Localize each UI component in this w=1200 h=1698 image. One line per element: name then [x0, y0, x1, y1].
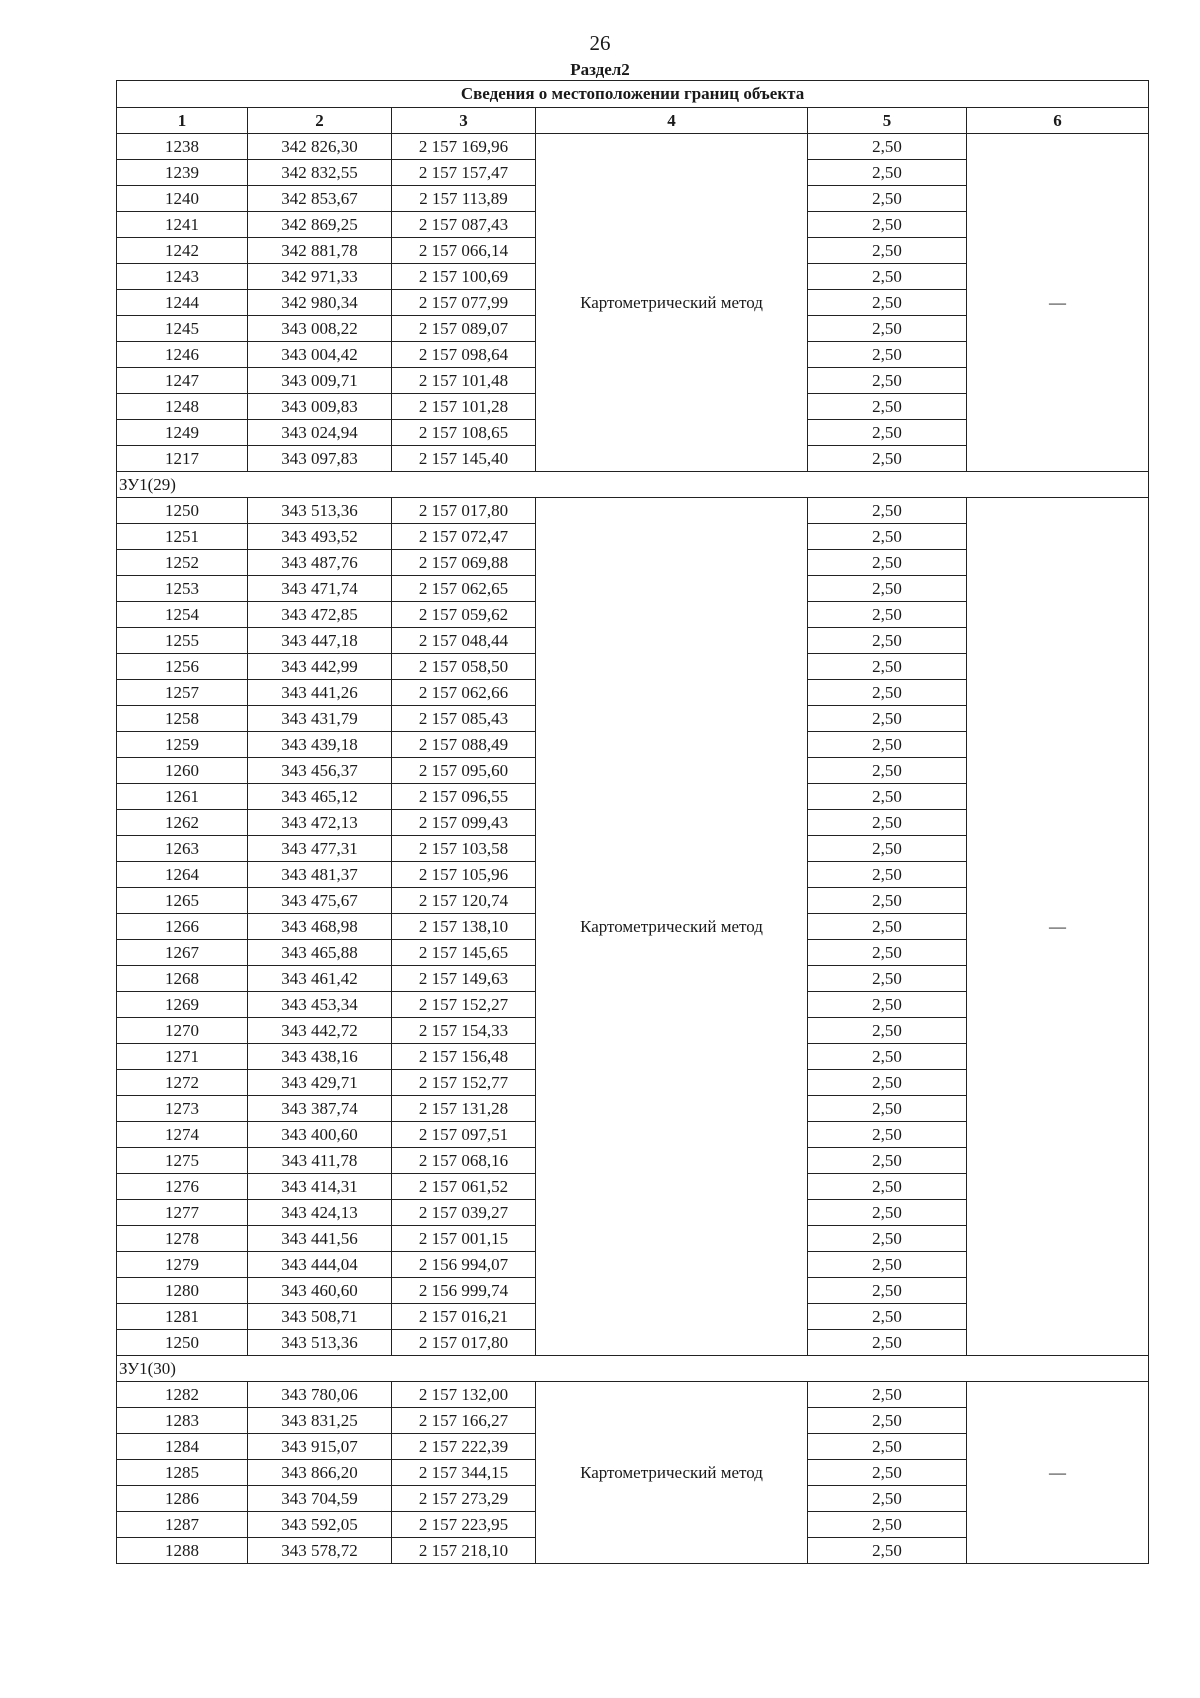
point-number: 1255 [117, 628, 248, 654]
accuracy-value: 2,50 [808, 420, 967, 446]
coordinate-x: 343 508,71 [248, 1304, 392, 1330]
accuracy-value: 2,50 [808, 862, 967, 888]
accuracy-value: 2,50 [808, 1018, 967, 1044]
point-number: 1265 [117, 888, 248, 914]
point-number: 1239 [117, 160, 248, 186]
accuracy-value: 2,50 [808, 316, 967, 342]
coordinate-x: 343 704,59 [248, 1486, 392, 1512]
point-number: 1241 [117, 212, 248, 238]
coordinate-y: 2 157 066,14 [392, 238, 536, 264]
coordinate-y: 2 157 105,96 [392, 862, 536, 888]
point-number: 1250 [117, 498, 248, 524]
coordinate-y: 2 157 152,77 [392, 1070, 536, 1096]
coordinate-y: 2 157 095,60 [392, 758, 536, 784]
coordinate-y: 2 156 999,74 [392, 1278, 536, 1304]
note-cell: — [967, 1382, 1149, 1564]
coordinate-x: 342 853,67 [248, 186, 392, 212]
coordinate-x: 343 009,71 [248, 368, 392, 394]
accuracy-value: 2,50 [808, 966, 967, 992]
plot-label: ЗУ1(30) [117, 1356, 1149, 1382]
accuracy-value: 2,50 [808, 1460, 967, 1486]
coordinate-x: 343 475,67 [248, 888, 392, 914]
point-number: 1263 [117, 836, 248, 862]
accuracy-value: 2,50 [808, 1538, 967, 1564]
point-number: 1251 [117, 524, 248, 550]
coordinate-y: 2 157 223,95 [392, 1512, 536, 1538]
accuracy-value: 2,50 [808, 264, 967, 290]
point-number: 1288 [117, 1538, 248, 1564]
point-number: 1253 [117, 576, 248, 602]
coordinate-x: 343 866,20 [248, 1460, 392, 1486]
coordinate-x: 342 881,78 [248, 238, 392, 264]
column-number: 1 [117, 108, 248, 134]
point-number: 1267 [117, 940, 248, 966]
point-number: 1260 [117, 758, 248, 784]
table-row [117, 498, 1149, 524]
point-number: 1257 [117, 680, 248, 706]
point-number: 1259 [117, 732, 248, 758]
coordinate-x: 343 481,37 [248, 862, 392, 888]
accuracy-value: 2,50 [808, 1096, 967, 1122]
point-number: 1275 [117, 1148, 248, 1174]
coordinate-y: 2 157 218,10 [392, 1538, 536, 1564]
accuracy-value: 2,50 [808, 888, 967, 914]
point-number: 1268 [117, 966, 248, 992]
coordinate-x: 343 471,74 [248, 576, 392, 602]
accuracy-value: 2,50 [808, 446, 967, 472]
point-number: 1284 [117, 1434, 248, 1460]
coordinate-y: 2 157 103,58 [392, 836, 536, 862]
coordinate-x: 343 411,78 [248, 1148, 392, 1174]
column-number: 2 [248, 108, 392, 134]
note-cell: — [967, 498, 1149, 1356]
coordinate-y: 2 157 017,80 [392, 498, 536, 524]
accuracy-value: 2,50 [808, 992, 967, 1018]
accuracy-value: 2,50 [808, 342, 967, 368]
coordinate-y: 2 157 113,89 [392, 186, 536, 212]
accuracy-value: 2,50 [808, 1122, 967, 1148]
point-number: 1274 [117, 1122, 248, 1148]
coordinate-x: 343 456,37 [248, 758, 392, 784]
coordinate-y: 2 157 088,49 [392, 732, 536, 758]
coordinate-y: 2 157 156,48 [392, 1044, 536, 1070]
coordinate-x: 343 465,12 [248, 784, 392, 810]
point-number: 1287 [117, 1512, 248, 1538]
plot-header-row [117, 472, 1149, 498]
accuracy-value: 2,50 [808, 290, 967, 316]
point-number: 1254 [117, 602, 248, 628]
coordinate-y: 2 157 077,99 [392, 290, 536, 316]
coordinate-y: 2 157 098,64 [392, 342, 536, 368]
coordinate-y: 2 157 062,66 [392, 680, 536, 706]
point-number: 1249 [117, 420, 248, 446]
coordinate-y: 2 157 048,44 [392, 628, 536, 654]
coordinate-x: 343 578,72 [248, 1538, 392, 1564]
accuracy-value: 2,50 [808, 368, 967, 394]
accuracy-value: 2,50 [808, 1226, 967, 1252]
coordinate-x: 342 869,25 [248, 212, 392, 238]
coordinate-x: 343 004,42 [248, 342, 392, 368]
point-number: 1262 [117, 810, 248, 836]
plot-label: ЗУ1(29) [117, 472, 1149, 498]
coordinate-x: 343 024,94 [248, 420, 392, 446]
coordinate-x: 343 441,56 [248, 1226, 392, 1252]
accuracy-value: 2,50 [808, 1044, 967, 1070]
column-number: 6 [967, 108, 1149, 134]
coordinate-y: 2 157 099,43 [392, 810, 536, 836]
point-number: 1281 [117, 1304, 248, 1330]
accuracy-value: 2,50 [808, 186, 967, 212]
coordinate-x: 343 468,98 [248, 914, 392, 940]
accuracy-value: 2,50 [808, 394, 967, 420]
point-number: 1270 [117, 1018, 248, 1044]
coordinate-x: 343 513,36 [248, 498, 392, 524]
accuracy-value: 2,50 [808, 160, 967, 186]
coordinate-x: 343 424,13 [248, 1200, 392, 1226]
coordinate-y: 2 157 152,27 [392, 992, 536, 1018]
accuracy-value: 2,50 [808, 1382, 967, 1408]
page-number: 26 [589, 31, 611, 55]
coordinate-x: 343 472,85 [248, 602, 392, 628]
coordinate-y: 2 157 085,43 [392, 706, 536, 732]
table-title: Сведения о местоположении границ объекта [117, 81, 1149, 108]
coordinate-y: 2 157 132,00 [392, 1382, 536, 1408]
coordinate-x: 343 831,25 [248, 1408, 392, 1434]
column-number: 4 [536, 108, 808, 134]
coordinate-y: 2 157 062,65 [392, 576, 536, 602]
coordinate-y: 2 157 061,52 [392, 1174, 536, 1200]
accuracy-value: 2,50 [808, 784, 967, 810]
coordinate-y: 2 157 058,50 [392, 654, 536, 680]
coordinate-y: 2 157 120,74 [392, 888, 536, 914]
coordinate-x: 343 097,83 [248, 446, 392, 472]
point-number: 1272 [117, 1070, 248, 1096]
method-cell: Картометрический метод [536, 134, 808, 472]
coordinate-x: 342 980,34 [248, 290, 392, 316]
coordinate-y: 2 157 097,51 [392, 1122, 536, 1148]
coordinate-y: 2 157 072,47 [392, 524, 536, 550]
accuracy-value: 2,50 [808, 1304, 967, 1330]
point-number: 1252 [117, 550, 248, 576]
method-cell: Картометрический метод [536, 498, 808, 1356]
accuracy-value: 2,50 [808, 914, 967, 940]
coordinate-y: 2 157 069,88 [392, 550, 536, 576]
point-number: 1277 [117, 1200, 248, 1226]
accuracy-value: 2,50 [808, 1408, 967, 1434]
point-number: 1264 [117, 862, 248, 888]
accuracy-value: 2,50 [808, 758, 967, 784]
point-number: 1269 [117, 992, 248, 1018]
point-number: 1256 [117, 654, 248, 680]
method-cell: Картометрический метод [536, 1382, 808, 1564]
point-number: 1276 [117, 1174, 248, 1200]
accuracy-value: 2,50 [808, 550, 967, 576]
coordinate-x: 343 414,31 [248, 1174, 392, 1200]
coordinate-x: 343 442,72 [248, 1018, 392, 1044]
column-number-row [117, 108, 1149, 134]
coordinate-y: 2 157 154,33 [392, 1018, 536, 1044]
coordinate-x: 343 387,74 [248, 1096, 392, 1122]
coordinate-x: 343 465,88 [248, 940, 392, 966]
accuracy-value: 2,50 [808, 1200, 967, 1226]
accuracy-value: 2,50 [808, 680, 967, 706]
note-cell: — [967, 134, 1149, 472]
accuracy-value: 2,50 [808, 1148, 967, 1174]
coordinate-y: 2 157 166,27 [392, 1408, 536, 1434]
coordinate-x: 343 477,31 [248, 836, 392, 862]
accuracy-value: 2,50 [808, 602, 967, 628]
point-number: 1240 [117, 186, 248, 212]
coordinate-y: 2 157 222,39 [392, 1434, 536, 1460]
point-number: 1282 [117, 1382, 248, 1408]
coordinate-x: 343 447,18 [248, 628, 392, 654]
coordinate-x: 343 400,60 [248, 1122, 392, 1148]
coordinate-y: 2 157 157,47 [392, 160, 536, 186]
accuracy-value: 2,50 [808, 576, 967, 602]
point-number: 1266 [117, 914, 248, 940]
table-title-row [117, 81, 1149, 108]
coordinate-y: 2 157 108,65 [392, 420, 536, 446]
coordinate-y: 2 157 017,80 [392, 1330, 536, 1356]
coordinate-y: 2 157 101,28 [392, 394, 536, 420]
point-number: 1247 [117, 368, 248, 394]
point-number: 1286 [117, 1486, 248, 1512]
section-title: Раздел2 [570, 60, 630, 79]
coordinate-y: 2 157 087,43 [392, 212, 536, 238]
point-number: 1278 [117, 1226, 248, 1252]
coordinate-y: 2 157 016,21 [392, 1304, 536, 1330]
accuracy-value: 2,50 [808, 654, 967, 680]
point-number: 1244 [117, 290, 248, 316]
coordinate-y: 2 157 101,48 [392, 368, 536, 394]
coordinate-y: 2 157 068,16 [392, 1148, 536, 1174]
coordinate-x: 343 460,60 [248, 1278, 392, 1304]
accuracy-value: 2,50 [808, 238, 967, 264]
accuracy-value: 2,50 [808, 1174, 967, 1200]
coordinate-y: 2 157 138,10 [392, 914, 536, 940]
point-number: 1248 [117, 394, 248, 420]
point-number: 1261 [117, 784, 248, 810]
point-number: 1238 [117, 134, 248, 160]
coordinate-y: 2 157 149,63 [392, 966, 536, 992]
coordinate-y: 2 157 100,69 [392, 264, 536, 290]
point-number: 1279 [117, 1252, 248, 1278]
table-row [117, 1382, 1149, 1408]
accuracy-value: 2,50 [808, 810, 967, 836]
accuracy-value: 2,50 [808, 1252, 967, 1278]
plot-header-row [117, 1356, 1149, 1382]
point-number: 1273 [117, 1096, 248, 1122]
point-number: 1217 [117, 446, 248, 472]
accuracy-value: 2,50 [808, 940, 967, 966]
accuracy-value: 2,50 [808, 836, 967, 862]
point-number: 1271 [117, 1044, 248, 1070]
coordinate-x: 343 009,83 [248, 394, 392, 420]
coordinate-y: 2 157 145,65 [392, 940, 536, 966]
coordinate-x: 342 971,33 [248, 264, 392, 290]
coordinate-x: 343 513,36 [248, 1330, 392, 1356]
accuracy-value: 2,50 [808, 628, 967, 654]
accuracy-value: 2,50 [808, 134, 967, 160]
accuracy-value: 2,50 [808, 1512, 967, 1538]
accuracy-value: 2,50 [808, 1330, 967, 1356]
coordinate-y: 2 157 089,07 [392, 316, 536, 342]
coordinate-x: 343 453,34 [248, 992, 392, 1018]
table-row [117, 134, 1149, 160]
coordinate-y: 2 157 145,40 [392, 446, 536, 472]
point-number: 1242 [117, 238, 248, 264]
point-number: 1245 [117, 316, 248, 342]
coordinate-x: 343 487,76 [248, 550, 392, 576]
coordinate-y: 2 157 059,62 [392, 602, 536, 628]
coordinate-y: 2 157 273,29 [392, 1486, 536, 1512]
point-number: 1243 [117, 264, 248, 290]
accuracy-value: 2,50 [808, 1486, 967, 1512]
coordinate-x: 343 008,22 [248, 316, 392, 342]
accuracy-value: 2,50 [808, 498, 967, 524]
point-number: 1285 [117, 1460, 248, 1486]
table-body [117, 81, 1149, 1564]
coordinate-x: 343 493,52 [248, 524, 392, 550]
coordinate-x: 343 431,79 [248, 706, 392, 732]
accuracy-value: 2,50 [808, 1070, 967, 1096]
accuracy-value: 2,50 [808, 1278, 967, 1304]
coordinate-x: 343 439,18 [248, 732, 392, 758]
coordinate-x: 343 592,05 [248, 1512, 392, 1538]
accuracy-value: 2,50 [808, 732, 967, 758]
boundary-coordinates-table [116, 80, 1149, 1564]
coordinate-x: 343 442,99 [248, 654, 392, 680]
coordinate-x: 343 461,42 [248, 966, 392, 992]
coordinate-x: 343 444,04 [248, 1252, 392, 1278]
coordinate-y: 2 156 994,07 [392, 1252, 536, 1278]
point-number: 1246 [117, 342, 248, 368]
coordinate-x: 342 832,55 [248, 160, 392, 186]
coordinate-x: 343 441,26 [248, 680, 392, 706]
accuracy-value: 2,50 [808, 524, 967, 550]
point-number: 1283 [117, 1408, 248, 1434]
point-number: 1280 [117, 1278, 248, 1304]
coordinate-y: 2 157 169,96 [392, 134, 536, 160]
coordinate-y: 2 157 096,55 [392, 784, 536, 810]
coordinate-y: 2 157 001,15 [392, 1226, 536, 1252]
coordinate-x: 342 826,30 [248, 134, 392, 160]
coordinate-x: 343 429,71 [248, 1070, 392, 1096]
column-number: 5 [808, 108, 967, 134]
coordinate-x: 343 780,06 [248, 1382, 392, 1408]
accuracy-value: 2,50 [808, 1434, 967, 1460]
point-number: 1258 [117, 706, 248, 732]
accuracy-value: 2,50 [808, 706, 967, 732]
coordinate-x: 343 438,16 [248, 1044, 392, 1070]
accuracy-value: 2,50 [808, 212, 967, 238]
coordinate-y: 2 157 039,27 [392, 1200, 536, 1226]
coordinate-x: 343 915,07 [248, 1434, 392, 1460]
point-number: 1250 [117, 1330, 248, 1356]
column-number: 3 [392, 108, 536, 134]
coordinate-y: 2 157 344,15 [392, 1460, 536, 1486]
coordinate-y: 2 157 131,28 [392, 1096, 536, 1122]
coordinate-x: 343 472,13 [248, 810, 392, 836]
